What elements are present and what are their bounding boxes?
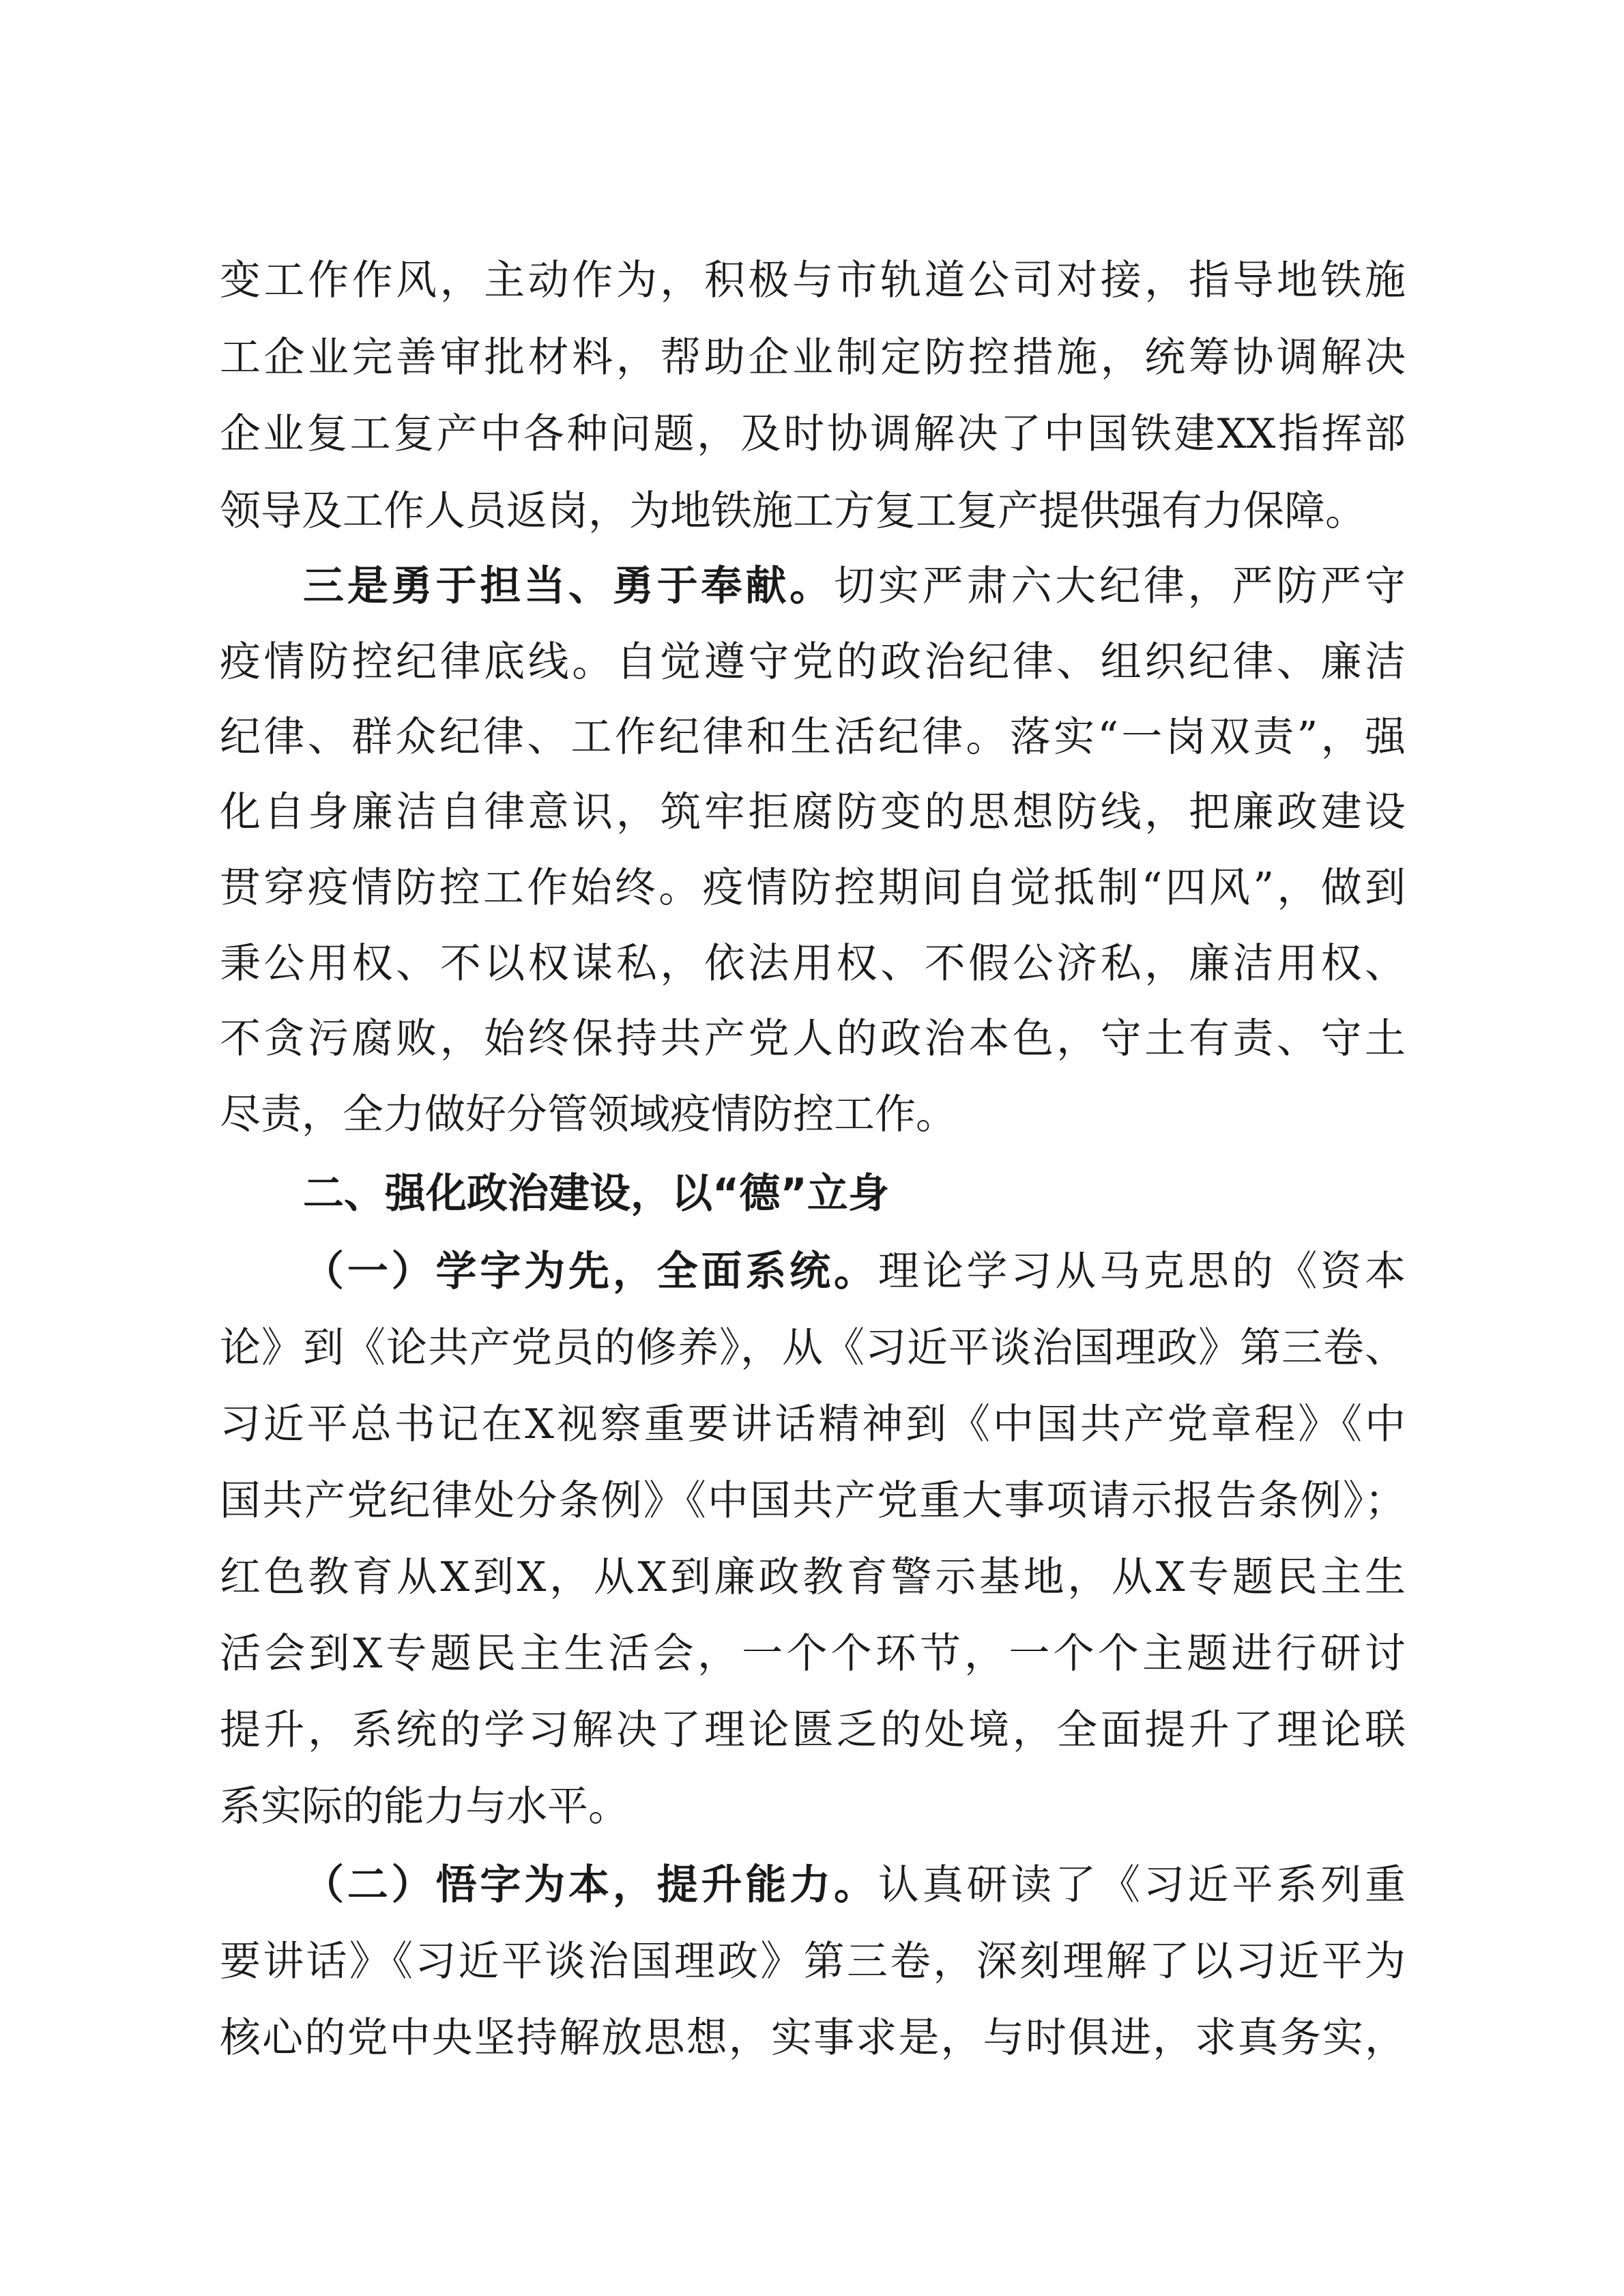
text-line xyxy=(220,925,1406,1002)
text-run: 活会到X专题民主生活会，一个个环节，一个个主题进行研讨 xyxy=(220,1630,1406,1678)
text-run: 认真研读了《习近平系列重 xyxy=(878,1861,1406,1909)
text-run: 工企业完善审批材料，帮助企业制定防控措施，统筹协调解决 xyxy=(220,334,1406,382)
text-run: 国共产党纪律处分条例》《中国共产党重大事项请示报告条例》； xyxy=(220,1477,1406,1525)
text-line xyxy=(220,1001,1406,1077)
section-heading xyxy=(303,1156,889,1232)
paragraph-lead: 三是勇于担当、勇于奉献。 xyxy=(303,562,834,610)
text-run: 核心的党中央坚持解放思想，实事求是，与时俱进，求真务实， xyxy=(220,2014,1406,2062)
paragraph-lead: （一）学字为先，全面系统。 xyxy=(303,1248,878,1295)
text-run: 化自身廉洁自律意识，筑牢拒腐防变的思想防线，把廉政建设 xyxy=(220,788,1406,836)
text-run: 要讲话》《习近平谈治国理政》第三卷，深刻理解了以习近平为 xyxy=(220,1938,1406,1985)
text-run: 红色教育从X到X，从X到廉政教育警示基地，从X专题民主生 xyxy=(220,1553,1406,1601)
paragraph-start-line xyxy=(303,1233,1406,1310)
text-run: 提升，系统的学习解决了理论匮乏的处境，全面提升了理论联 xyxy=(220,1706,1406,1754)
text-line xyxy=(220,1768,1406,1845)
text-line xyxy=(220,1616,1406,1692)
text-run: 疫情防控纪律底线。自觉遵守党的政治纪律、组织纪律、廉洁 xyxy=(220,638,1406,686)
text-run: 变工作作风，主动作为，积极与市轨道公司对接，指导地铁施 xyxy=(220,257,1406,304)
text-line xyxy=(220,1076,1406,1153)
text-line xyxy=(220,1692,1406,1768)
text-line xyxy=(220,774,1406,850)
text-line xyxy=(220,473,1406,549)
text-run: 习近平总书记在X视察重要讲话精神到《中国共产党章程》《中 xyxy=(220,1401,1406,1448)
text-run: 不贪污腐败，始终保持共产党人的政治本色，守土有责、守土 xyxy=(220,1015,1406,1063)
section-heading-text: 二、强化政治建设，以“德”立身 xyxy=(303,1170,889,1218)
text-line xyxy=(220,396,1406,472)
text-run: 贯穿疫情防控工作始终。疫情防控期间自觉抵制“四风”，做到 xyxy=(220,864,1406,912)
text-run: 切实严肃六大纪律，严防严守 xyxy=(834,562,1406,610)
text-run: 理论学习从马克思的《资本 xyxy=(878,1248,1406,1295)
text-line xyxy=(220,1310,1406,1386)
text-run: 纪律、群众纪律、工作纪律和生活纪律。落实“一岗双责”，强 xyxy=(220,713,1406,761)
text-run: 领导及工作人员返岗，为地铁施工方复工复产提供强有力保障。 xyxy=(220,487,1366,535)
text-run: 尽责，全力做好分管领域疫情防控工作。 xyxy=(220,1091,957,1138)
text-line xyxy=(220,699,1406,775)
text-line xyxy=(220,1463,1406,1539)
text-line xyxy=(220,1386,1406,1463)
paragraph-start-line xyxy=(303,548,1406,625)
text-line xyxy=(220,1539,1406,1616)
text-line xyxy=(220,624,1406,700)
text-line xyxy=(220,850,1406,926)
text-line xyxy=(220,242,1406,319)
text-run: 系实际的能力与水平。 xyxy=(220,1783,629,1831)
paragraph-start-line xyxy=(303,1847,1406,1923)
text-run: 论》到《论共产党员的修养》，从《习近平谈治国理政》第三卷、 xyxy=(220,1324,1406,1372)
paragraph-lead: （二）悟字为本，提升能力。 xyxy=(303,1861,878,1909)
text-run: 秉公用权、不以权谋私，依法用权、不假公济私，廉洁用权、 xyxy=(220,940,1406,988)
text-run: 企业复工复产中各种问题，及时协调解决了中国铁建XX指挥部 xyxy=(220,410,1406,458)
text-line xyxy=(220,2000,1406,2076)
text-line xyxy=(220,319,1406,396)
text-line xyxy=(220,1923,1406,2000)
